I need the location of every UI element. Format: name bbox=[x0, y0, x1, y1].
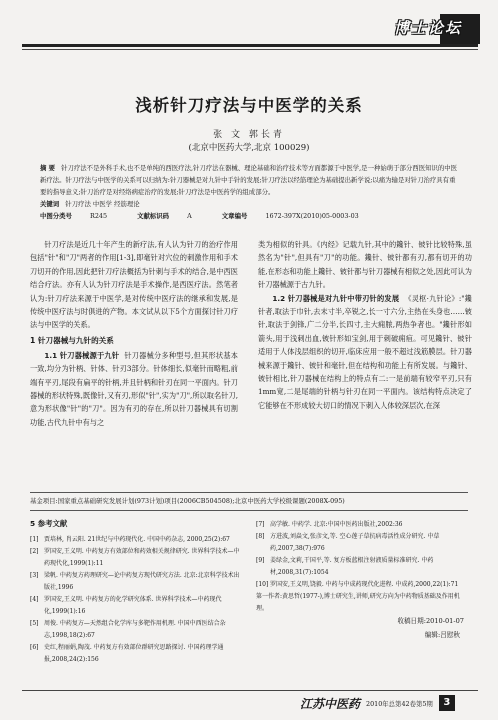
column-label: 博士论坛 bbox=[393, 19, 462, 37]
abstract-text: 针刀疗法不是外科手术,也不是单纯的西医疗法,针刀疗法在器械、理论基础和治疗技术等方面都源于中医学,是一种始萌于部分西医知识的中医新疗法。针刀疗法与中医学的关系可以归纳为:针刀器械是对九针中手针的发展;针刀疗法以经筋理论为基础提出新学说;以痛为输是对针刀治疗具有重要的指导意义;针刀治疗是对经络病症治疗的发展;针刀疗法是中医药学的组成部分。 bbox=[40, 164, 458, 196]
fund-note: 基金项目:国家重点基础研究发展计划(973计划)项目(2006CB504508);北京中医药大学校级课题(2008X-095) bbox=[30, 497, 345, 505]
affiliation: (北京中医药大学,北京 100029) bbox=[188, 143, 310, 153]
clc-value: R245 bbox=[90, 212, 108, 220]
reference-item: [4] 罗国安,王义明. 中药复方的化学研究体系. 世界科学技术—中药现代化,1999(1):16 bbox=[30, 596, 222, 615]
body-paragraph bbox=[30, 349, 238, 429]
authors: 张 文 郭长青 bbox=[213, 130, 285, 140]
body-paragraph: 类为相似的针具。《内经》记载九针,其中的鑱针、铍针比较特殊,虽然名为"针",但具有"刀"的功能。鑱针、铍针都有刃,都有切开的功能,在形态和功能上鑱针、铍针都与针刀器械有相似之处,因此可认为针刀器械源于古九针。 bbox=[258, 240, 472, 290]
body-column-right bbox=[258, 238, 472, 412]
received-date: 收稿日期:2010-01-07 bbox=[397, 617, 464, 625]
classification-line bbox=[40, 210, 458, 222]
reference-item: [9] 姜绿金,文莉,干国平,等. 复方板蓝根注射液质量标准研究. 中药材,2008,31(7):1054 bbox=[256, 557, 434, 576]
reference-item: [5] 周俊. 中药复方—天然组合化学库与多靶作用机理. 中国中西医结合杂志,1998,18(2):67 bbox=[30, 620, 226, 639]
keywords-label: 关键词 bbox=[40, 200, 60, 208]
reference-item: [3] 梁帆. 中药复方药理研究—论中药复方现代研究方法. 北京:北京科学技术出版社,1996 bbox=[30, 572, 240, 591]
abstract bbox=[40, 162, 458, 198]
article-title: 浅析针刀疗法与中医学的关系 bbox=[135, 96, 363, 115]
references-right bbox=[256, 519, 470, 642]
footer-rule bbox=[22, 690, 478, 691]
article-no-value: 1672-397X(2010)05-0003-03 bbox=[265, 212, 359, 220]
doc-code-label: 文献标识码 bbox=[137, 212, 170, 220]
reference-item: [10] 罗国安,王义明,饶毅. 中药与中成药现代化进程. 中成药,2000,22(1):71 bbox=[256, 581, 459, 588]
issue-info: 2010年总第42卷第5期 bbox=[366, 699, 433, 708]
journal-logo: 江苏中医药 bbox=[300, 696, 361, 711]
references-left bbox=[30, 534, 242, 666]
keywords-line bbox=[40, 198, 458, 210]
subsection-heading: 1.2 针刀器械是对九针中带刃针的发展 bbox=[272, 293, 400, 303]
reference-item: [7] 高学敏. 中药学. 北京:中国中医药出版社,2002:36 bbox=[256, 521, 403, 528]
header bbox=[0, 0, 498, 52]
footer bbox=[300, 694, 478, 712]
keywords: 针刀疗法 中医学 经筋理论 bbox=[65, 200, 140, 208]
header-rule bbox=[22, 44, 478, 47]
body-paragraph: 针刀疗法是近几十年产生的新疗法,有人认为针刀的治疗作用包括"针"和"刀"两者的作用[1-3],即毫针对穴位的刺激作用和手术刀切开的作用,因此把针刀疗法概括为针刺与手术的结合,是中西医结合疗法。亦有人认为针刀疗法是手术操作,是西医疗法。然笔者认为:针刀疗法来源于中医学,是对传统中医疗法的继承和发展,是传统中医疗法与时俱进的产物。本文试从以下5个方面探讨针刀疗法与中医学的关系。 bbox=[30, 240, 238, 330]
reference-item: [1] 贾培林, 肖云阳. 21世纪与中药现代化. 中国中药杂志, 2000,25(2):67 bbox=[30, 536, 230, 543]
references-heading: 5 参考文献 bbox=[30, 519, 68, 528]
page-number: 3 bbox=[439, 695, 455, 711]
fund-rule-bottom bbox=[30, 510, 468, 511]
clc-label: 中图分类号 bbox=[40, 212, 72, 220]
reference-item: [6] 史红,程丽娟,陶茂. 中药复方有效部位群研究思路探讨. 中国药理学通报,2008,24(2):156 bbox=[30, 644, 224, 663]
author-bio: 第一作者:黄思哲(1977-),博士研究生,讲师,研究方向为中药物质基础及作用机理。 bbox=[256, 593, 460, 612]
body-column-left bbox=[30, 238, 238, 429]
reference-item: [8] 方进波,刘焱文,张彦文,等. 空心莲子草抗病毒活性成分研究. 中草药,2007,38(7):976 bbox=[256, 533, 440, 552]
header-rule-thin bbox=[22, 49, 478, 50]
editor-note: 编辑:吕慰秋 bbox=[424, 631, 460, 639]
body-text: 《灵枢·九针论》:"鑱针者,取法于巾针,去末寸半,卒锐之,长一寸六分,主热在头身也……铍针,取法于剑锋,广二分半,长四寸,主大痈脓,两热争者也。"鑱针形如箭头,用于浅刺出血,铍针形如宝剑,用于刺破痈疽。可见鑱针、铍针适用于人体浅层组织的切开,临床应用一般不超过浅筋膜层。针刀器械来源于鑱针、铍针和毫针,但在结构和功能上有所发展。与鑱针、铍针相比,针刀器械在结构上的特点有二:一是前端有较窄平刃,只有1mm宽,二是尾端的针柄与针刃在同一平面内。该结构特点决定了它能够在不形成较大切口的情况下刺入人体较深层次,在深 bbox=[258, 293, 472, 410]
subsection-heading: 1.1 针刀器械源于九针 bbox=[44, 350, 120, 360]
body-text: 针刀器械分多种型号,但其形状基本一致,均分为针柄、针体、针刃3部分。针体细长,似毫针而略粗,前端有平刃,尾段有扁平的针柄,并且针柄和针刃在同一平面内。针刀器械的形状特殊,既像针,又有刃,形似"针",实为"刀",所以取名针刀,意为形状像"针"的"刀"。因为有刃的存在,所以针刀器械具有切割功能,古代九针中有与之 bbox=[30, 350, 238, 427]
body-paragraph bbox=[258, 292, 472, 413]
section-heading: 1 针刀器械与九针的关系 bbox=[30, 335, 114, 345]
abstract-label: 摘 要 bbox=[40, 164, 56, 172]
fund-rule bbox=[30, 492, 468, 493]
reference-item: [2] 罗国安,王义明. 中药复方有效部位和药效相关规律研究. 世界科学技术—中药现代化,1999(1):11 bbox=[30, 548, 240, 567]
abstract-block bbox=[40, 162, 458, 222]
doc-code-value: A bbox=[187, 212, 192, 220]
article-no-label: 文章编号 bbox=[221, 212, 248, 220]
